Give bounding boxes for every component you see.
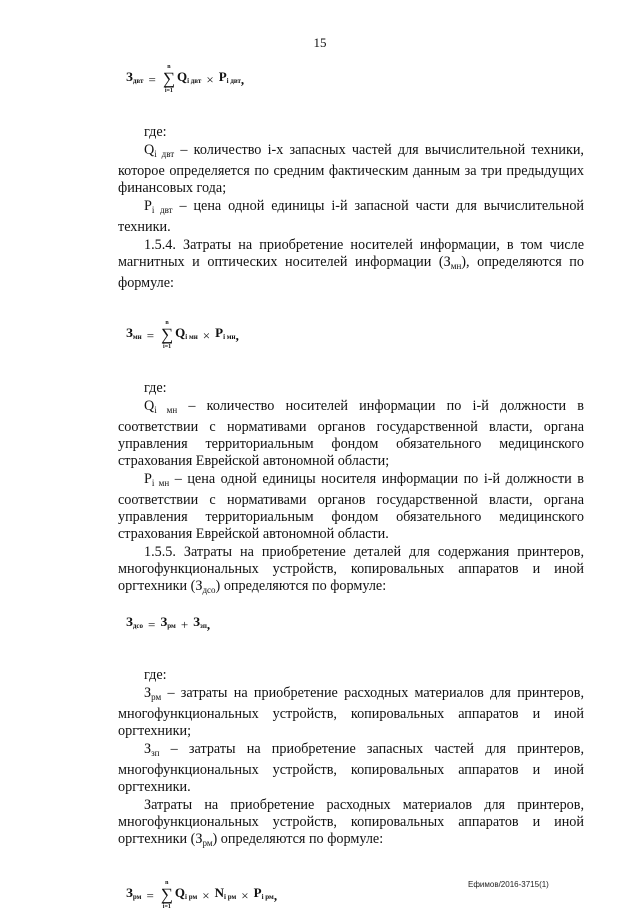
section-1-5-5: 1.5.5. Затраты на приобретение деталей для содержания принтеров, многофункциональных устройств, копировальных аппаратов и иной оргтехники $(З_{дсо})$ определяются по формуле: (118, 544, 584, 595)
where-label: где: (144, 667, 167, 683)
sum-symbol: n ∑ i=1 (162, 64, 175, 94)
definition-q-dvt: $Q_{i двт}$ – количество i-х запасных частей для вычислительной техники, которое определяется по средним фактическим данным за три предыдущих финансовых года; (118, 142, 584, 196)
definition-p-dvt: $P_{i двт}$ – цена одной единицы i-й запасной части для вычислительной техники. (118, 198, 584, 235)
formula-lhs: $З_{дсо}$ (126, 614, 144, 630)
formula-dvt: $З_{двт}$ = n ∑ i=1 $Q_{i двт}$ × $P_{i двт}$ , (126, 64, 245, 94)
section-1-5-4: 1.5.4. Затраты на приобретение носителей информации, в том числе магнитных и оптических носителей информации $(З_{мн})$, определяются по формуле: (118, 237, 584, 291)
definition-z-rm: $З_{рм}$ – затраты на приобретение расходных материалов для принтеров, многофункциональных устройств, копировальных аппаратов и иной оргтехники; (118, 685, 584, 739)
definition-z-zp: $З_{зп}$ – затраты на приобретение запасных частей для принтеров, многофункциональных устройств, копировальных аппаратов и иной оргтехники. (118, 741, 584, 795)
sum-symbol: n ∑ i=1 (161, 320, 174, 350)
definition-q-mn: $Q_{i мн}$ – количество носителей информации по i-й должности в соответствии с нормативами органов государственной власти, органа управления территориальным фондом обязательного медицинского страхования Еврейской автономной области; (118, 398, 585, 469)
where-label: где: (144, 124, 167, 140)
formula-lhs: $З_{рм}$ (126, 885, 142, 901)
where-label: где: (144, 380, 167, 396)
formula-lhs: $З_{мн}$ (126, 325, 142, 341)
document-reference: Ефимов/2016-3715(1) (468, 880, 549, 889)
formula-lhs: $З_{двт}$ (126, 69, 144, 85)
formula-rm: $З_{рм}$ = n ∑ i=1 $Q_{i рм}$ × $N_{i рм}$ × $P_{i рм}$ , (126, 880, 278, 910)
page-number: 15 (313, 35, 327, 50)
rm-intro: Затраты на приобретение расходных материалов для принтеров, многофункциональных устройств, копировальных аппаратов и иной оргтехники $(З_{рм})$ определяются по формуле: (118, 797, 584, 848)
formula-mn: $З_{мн}$ = n ∑ i=1 $Q_{i мн}$ × $P_{i мн}$ , (126, 320, 239, 350)
sum-symbol: n ∑ i=1 (160, 880, 173, 910)
formula-dso: $З_{дсо}$ = $З_{рм}$ + $З_{зп}$ , (118, 607, 584, 641)
page-content (118, 62, 584, 912)
definition-p-mn: $P_{i мн}$ – цена одной единицы носителя информации по i-й должности в соответствии с нормативами органов государственной власти, органа управления территориальным фондом обязательного медицинского страхования Еврейской автономной области. (118, 471, 585, 542)
